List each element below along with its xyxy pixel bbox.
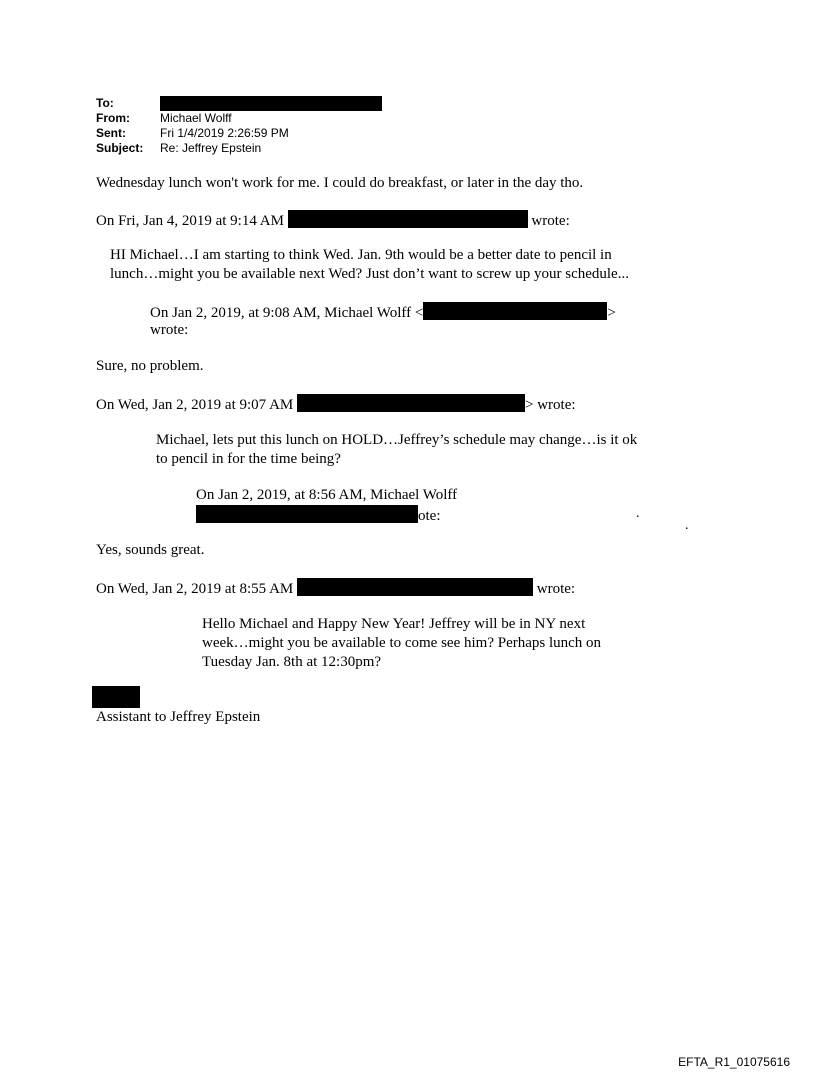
- sent-row: [96, 126, 382, 141]
- quote-header-text: On Wed, Jan 2, 2019 at 9:07 AM: [96, 397, 294, 413]
- redaction-box: [297, 394, 525, 412]
- quote-header-2-wrote: wrote:: [150, 322, 189, 338]
- subject-row: [96, 141, 382, 156]
- reply-line-sure: Sure, no problem.: [96, 358, 204, 374]
- to-row: [96, 96, 382, 111]
- quote-header-suffix: wrote:: [536, 581, 576, 597]
- quote-5-line-1: Hello Michael and Happy New Year! Jeffrey will be in NY next: [202, 616, 586, 632]
- stray-mark: .: [685, 518, 689, 533]
- redaction-box: [92, 686, 140, 708]
- stray-mark: .: [636, 506, 640, 521]
- quote-5-line-2: week…might you be available to come see him? Perhaps lunch on: [202, 635, 602, 651]
- subject-label: Subject:: [96, 141, 144, 155]
- redaction-box: [160, 96, 382, 111]
- to-label: To:: [96, 96, 114, 110]
- quote-3-line-2: to pencil in for the time being?: [156, 451, 341, 467]
- from-row: [96, 111, 382, 126]
- sent-value: Fri 1/4/2019 2:26:59 PM: [160, 126, 289, 140]
- quote-header-suffix: > wrote:: [525, 397, 576, 413]
- quote-header-suffix: ote:: [418, 508, 441, 524]
- quote-header-5: [96, 578, 575, 599]
- signature-line: Assistant to Jeffrey Epstein: [96, 709, 261, 725]
- quote-header-text: On Fri, Jan 4, 2019 at 9:14 AM: [96, 213, 284, 229]
- quote-header-2: [150, 302, 616, 323]
- quote-header-text: On Wed, Jan 2, 2019 at 8:55 AM: [96, 581, 294, 597]
- redaction-box: [297, 578, 533, 596]
- quote-header-1: [96, 210, 570, 231]
- quote-header-3: [96, 394, 576, 415]
- quote-header-suffix: wrote:: [531, 213, 570, 229]
- redaction-box: [288, 210, 528, 228]
- document-id: EFTA_R1_01075616: [678, 1055, 790, 1069]
- subject-value: Re: Jeffrey Epstein: [160, 141, 262, 155]
- quote-header-suffix: >: [607, 305, 616, 321]
- quote-5-line-3: Tuesday Jan. 8th at 12:30pm?: [202, 654, 382, 670]
- quote-3-line-1: Michael, lets put this lunch on HOLD…Jeffrey’s schedule may change…is it ok: [156, 432, 638, 448]
- sent-label: Sent:: [96, 126, 126, 140]
- quote-1-line-1: HI Michael…I am starting to think Wed. Jan. 9th would be a better date to pencil in: [110, 247, 612, 263]
- from-value: Michael Wolff: [160, 111, 232, 125]
- quote-header-text: On Jan 2, 2019, at 9:08 AM, Michael Wolff <: [150, 305, 424, 321]
- reply-line: Wednesday lunch won't work for me. I could do breakfast, or later in the day tho.: [96, 175, 584, 191]
- redaction-box: [196, 505, 418, 523]
- quote-header-4-line-2: [196, 505, 441, 526]
- from-label: From:: [96, 111, 130, 125]
- email-header: [96, 96, 382, 156]
- quote-header-4: On Jan 2, 2019, at 8:56 AM, Michael Wolff: [196, 487, 458, 503]
- redaction-box: [423, 302, 607, 320]
- reply-line-yes: Yes, sounds great.: [96, 542, 205, 558]
- quote-1-line-2: lunch…might you be available next Wed? Just don’t want to screw up your schedule...: [110, 266, 629, 282]
